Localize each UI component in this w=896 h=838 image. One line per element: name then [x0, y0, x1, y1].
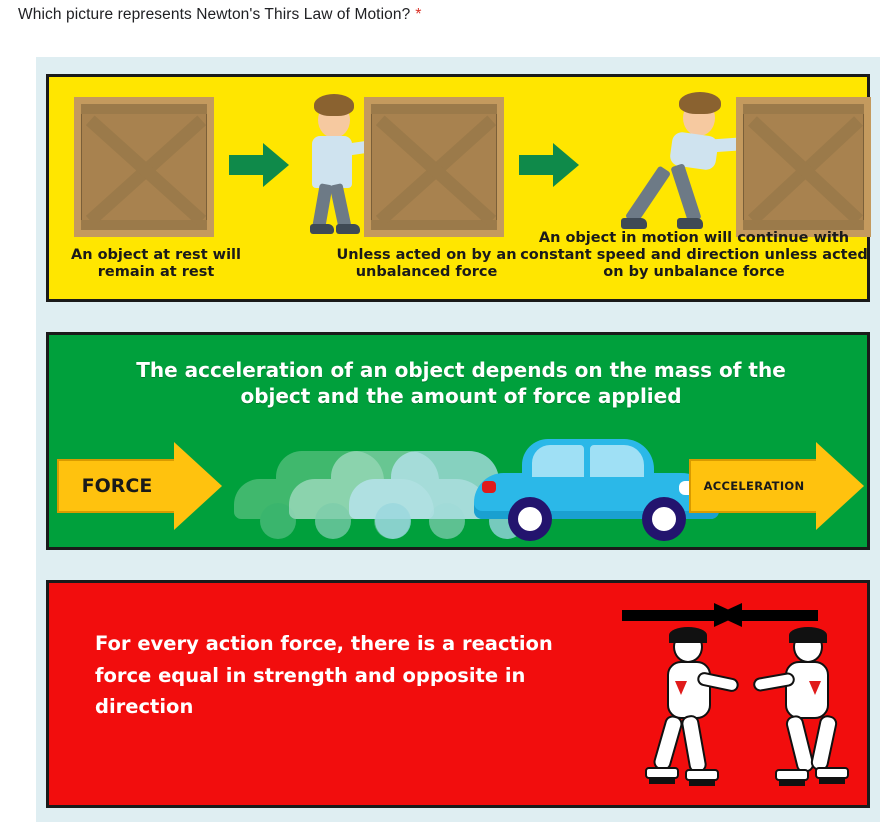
crate-icon [364, 97, 504, 237]
acceleration-arrow-icon [689, 442, 864, 530]
question-title: Which picture represents Newton's Thirs Law of Motion? [18, 6, 411, 23]
crate-icon [74, 97, 214, 237]
force-arrow-label: FORCE [81, 475, 153, 497]
roller-skater-icon [749, 631, 859, 801]
person-walking-icon [294, 90, 374, 240]
question-header [18, 6, 422, 24]
second-law-card [46, 332, 870, 550]
crate-icon [736, 97, 871, 237]
black-double-arrow-icon [604, 603, 819, 627]
second-law-headline: The acceleration of an object depends on the mass of the object and the amount of force applied [136, 358, 786, 408]
acceleration-arrow-label: ACCELERATION [703, 479, 805, 493]
first-law-card [46, 74, 870, 302]
third-law-card [46, 580, 870, 808]
car-icon [474, 435, 719, 535]
person-pushing-icon [621, 90, 741, 240]
first-law-caption-1: An object at rest will remain at rest [71, 247, 241, 281]
first-law-caption-2: Unless acted on by an unbalanced force [336, 247, 517, 281]
required-asterisk: * [415, 6, 422, 23]
force-arrow-icon [57, 442, 222, 530]
third-law-headline: For every action force, there is a reaction force equal in strength and opposite in direction [95, 632, 553, 719]
question-image [36, 57, 880, 822]
first-law-caption-3: An object in motion will continue with constant speed and direction unless acted on by unbalance force [520, 230, 868, 281]
roller-skater-icon [637, 631, 747, 801]
